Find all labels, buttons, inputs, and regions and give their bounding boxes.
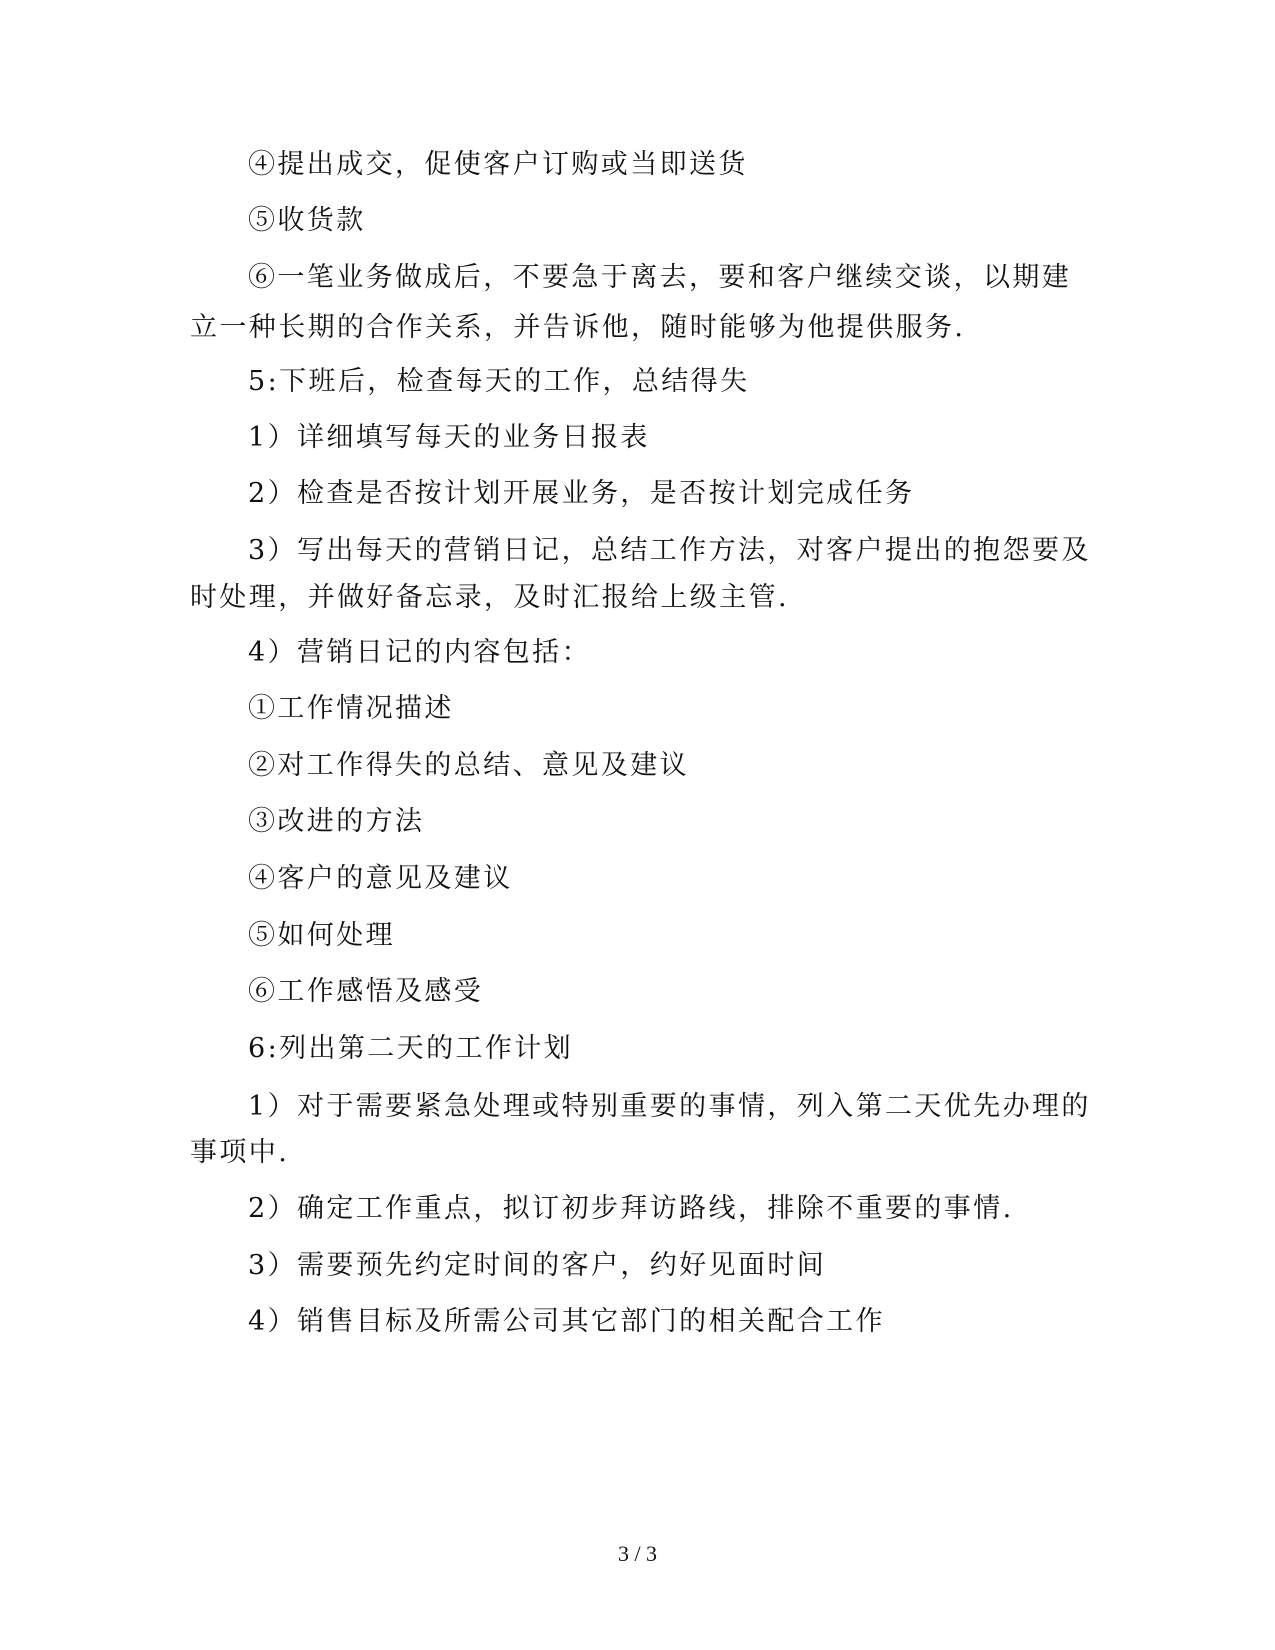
paragraph-line: ②对工作得失的总结、意见及建议 bbox=[248, 750, 689, 781]
paragraph-line: 3）写出每天的营销日记，总结工作方法，对客户提出的抱怨要及 bbox=[248, 535, 1091, 566]
paragraph-line: ⑤如何处理 bbox=[248, 920, 395, 951]
paragraph-line: 2）确定工作重点，拟订初步拜访路线，排除不重要的事情. bbox=[248, 1193, 1014, 1224]
paragraph-line: 立一种长期的合作关系，并告诉他，随时能够为他提供服务. bbox=[190, 312, 966, 343]
paragraph-line: 4）营销日记的内容包括： bbox=[248, 637, 591, 668]
paragraph-line: ⑥工作感悟及感受 bbox=[248, 976, 484, 1007]
section-heading: 6:列出第二天的工作计划 bbox=[248, 1033, 574, 1064]
paragraph-line: 1）详细填写每天的业务日报表 bbox=[248, 422, 650, 453]
paragraph-line: ⑤收货款 bbox=[248, 205, 366, 236]
paragraph-line: ③改进的方法 bbox=[248, 806, 425, 837]
paragraph-line: ①工作情况描述 bbox=[248, 693, 454, 724]
paragraph-line: 时处理，并做好备忘录，及时汇报给上级主管. bbox=[190, 582, 789, 613]
paragraph-line: 3）需要预先约定时间的客户，约好见面时间 bbox=[248, 1250, 827, 1281]
paragraph-line: 事项中. bbox=[190, 1137, 290, 1168]
paragraph-line: 4）销售目标及所需公司其它部门的相关配合工作 bbox=[248, 1306, 885, 1337]
paragraph-line: ④客户的意见及建议 bbox=[248, 863, 513, 894]
page-number: 3 / 3 bbox=[617, 1541, 658, 1566]
paragraph-line: ④提出成交，促使客户订购或当即送货 bbox=[248, 149, 748, 180]
section-heading: 5:下班后，检查每天的工作，总结得失 bbox=[248, 366, 750, 397]
paragraph-line: 2）检查是否按计划开展业务，是否按计划完成任务 bbox=[248, 478, 915, 509]
paragraph-line: 1）对于需要紧急处理或特别重要的事情，列入第二天优先办理的 bbox=[248, 1091, 1091, 1122]
paragraph-line: ⑥一笔业务做成后，不要急于离去，要和客户继续交谈，以期建 bbox=[248, 262, 1072, 293]
